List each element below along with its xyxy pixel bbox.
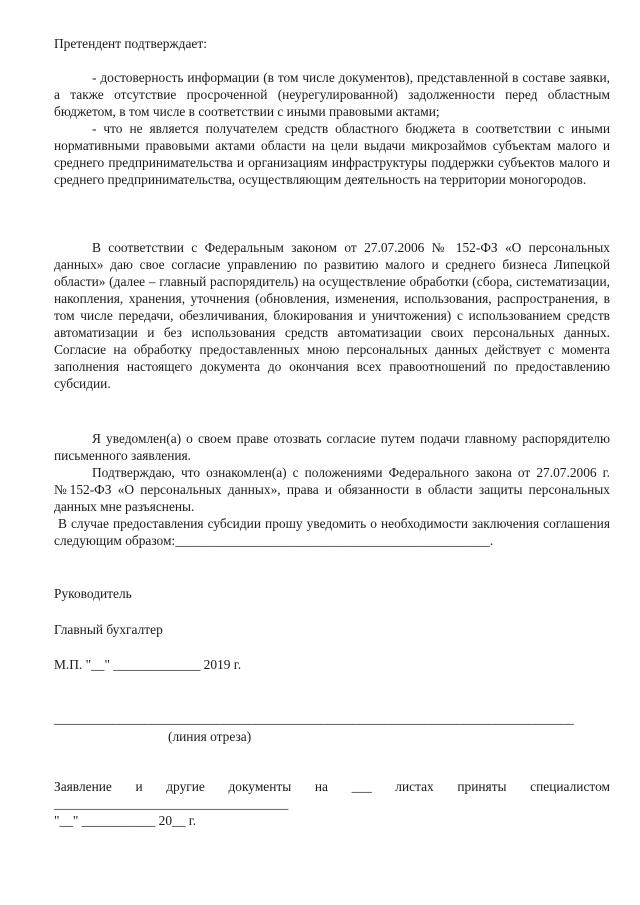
receipt-statement: Заявление и другие документы на ___ листах приняты специалистом ___________________________________ <box>54 779 610 811</box>
signature-accountant: Главный бухгалтер <box>54 622 163 637</box>
personal-data-consent: В соответствии с Федеральным законом от 27.07.2006 № 152-ФЗ «О персональных данных» даю свое согласие управлению по развитию малого и среднего бизнеса Липецкой области» (далее – главный распорядитель) на осуществление обработки (сбора, систематизации, накопления, хранения, уточнения (обновления, изменения, использования, распространения, в том числе передачи, обезличивания, блокирования и уничтожения) с использованием средств автоматизации и без использования средств автоматизации своих персональных данных. Согласие на обработку предоставленных мною персональных данных действует с момента заполнения настоящего документа до окончания всех правоотношений по предоставлению субсидии. <box>54 240 610 391</box>
confirm-list <box>54 69 610 188</box>
notify-request: В случае предоставления субсидии прошу уведомить о необходимости заключения соглашения следующим образом:_______________________________________________. <box>54 516 610 548</box>
revoke-notice: Я уведомлен(а) о своем праве отозвать согласие путем подачи главному распорядителю письменного заявления. <box>54 431 610 463</box>
stamp-date-line: М.П. "__" _____________ 2019 г. <box>54 657 242 672</box>
acquainted-statement: Подтверждаю, что ознакомлен(а) с положениями Федерального закона от 27.07.2006 г. №152-ФЗ «О персональных данных», права и обязанности в области защиты персональных данных мне разъяснены. <box>54 465 610 514</box>
confirm-item-not-recipient: - что не является получателем средств областного бюджета в соответствии с иными нормативными правовыми актами области на цели выдачи микрозаймов субъектам малого и среднего предпринимательства и организациям инфраструктуры поддержки субъектов малого и среднего предпринимательства, осуществляющим деятельность на территории моногородов. <box>54 121 610 187</box>
receipt-date: "__" ___________ 20__ г. <box>54 813 197 828</box>
confirm-heading: Претендент подтверждает: <box>54 36 207 51</box>
signature-head: Руководитель <box>54 586 132 601</box>
confirm-item-accuracy: - достоверность информации (в том числе документов), представленной в составе заявки, а также отсутствие просроченной (неурегулированной) задолженности перед областным бюджетом, в том числе в соответствии с иными правовыми актами; <box>54 70 610 119</box>
cut-line: ________________________________________________________________________________ <box>54 711 574 726</box>
cut-line-label: (линия отреза) <box>168 729 252 744</box>
notice-section <box>54 430 610 549</box>
